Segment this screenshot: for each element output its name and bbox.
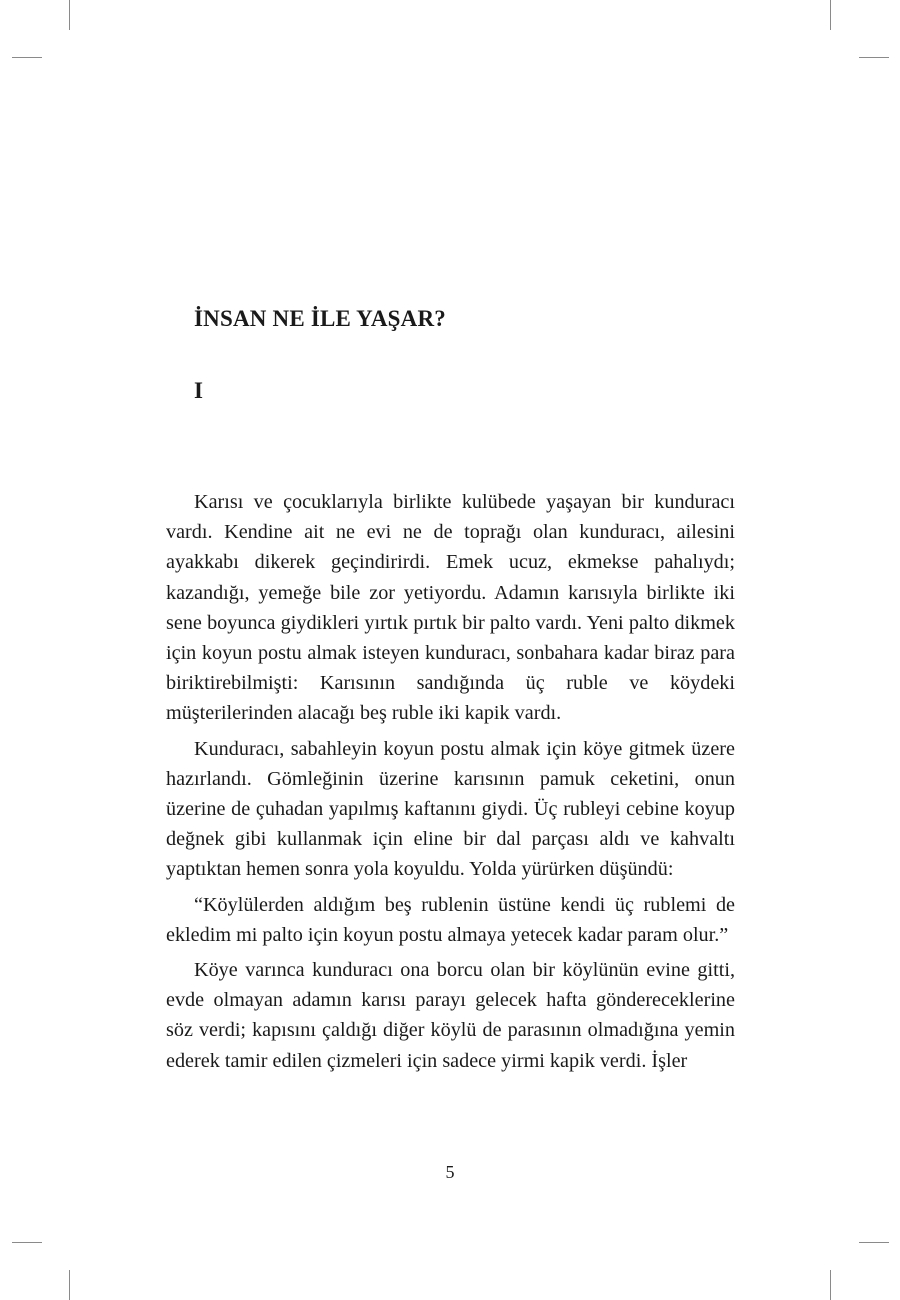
crop-mark-top-left-horizontal — [12, 57, 42, 58]
crop-mark-top-right-horizontal — [859, 57, 889, 58]
page-number: 5 — [445, 1162, 455, 1182]
crop-mark-bottom-right-horizontal — [859, 1242, 889, 1243]
paragraph: Köye varınca kunduracı ona borcu olan bir köylünün evine gitti, evde olmayan adamın karısı parayı gelecek hafta göndereceklerine söz verdi; kapısını çaldığı diğer köylü de parasının olmadığına yemin ederek tamir edilen çizmeleri için sadece yirmi kapik verdi. İşler — [166, 959, 735, 1072]
crop-mark-bottom-left-vertical — [69, 1270, 70, 1300]
story-title: İNSAN NE İLE YAŞAR? — [194, 306, 446, 331]
chapter-number: I — [194, 378, 203, 403]
paragraph: Karısı ve çocuklarıyla birlikte kulübede yaşayan bir kunduracı vardı. Kendine ait ne evi ne de toprağı olan kunduracı, ailesini ayakkabı dikerek geçindirirdi. Emek ucuz, ekmekse pahalıydı; kazandığı, yemeğe bile zor yetiyordu. Adamın karısıyla birlikte iki sene boyunca giydikleri yırtık pırtık bir palto vardı. Yeni palto dikmek için koyun postu almak isteyen kunduracı, sonbahara kadar biraz para biriktirebilmişti: Karısının sandığında üç ruble ve köydeki müşterilerinden alacağı beş ruble iki kapik vardı. — [166, 491, 735, 725]
crop-mark-top-right-vertical — [830, 0, 831, 30]
paragraph: Kunduracı, sabahleyin koyun postu almak için köye gitmek üzere hazırlandı. Gömleğinin üzerine karısının pamuk ceketini, onun üzerine de çuhadan yapılmış kaftanını giydi. Üç rubleyi cebine koyup değnek gibi kullanmak için eline bir dal parçası aldı ve kahvaltı yaptıktan hemen sonra yola koyuldu. Yolda yürürken düşündü: — [166, 737, 735, 881]
paragraph: “Köylülerden aldığım beş rublenin üstüne kendi üç rublemi de ekledim mi palto için koyun postu almaya yetecek kadar param olur.” — [166, 893, 735, 946]
crop-mark-bottom-left-horizontal — [12, 1242, 42, 1243]
body-text — [166, 487, 735, 1081]
crop-mark-bottom-right-vertical — [830, 1270, 831, 1300]
crop-mark-top-left-vertical — [69, 0, 70, 30]
